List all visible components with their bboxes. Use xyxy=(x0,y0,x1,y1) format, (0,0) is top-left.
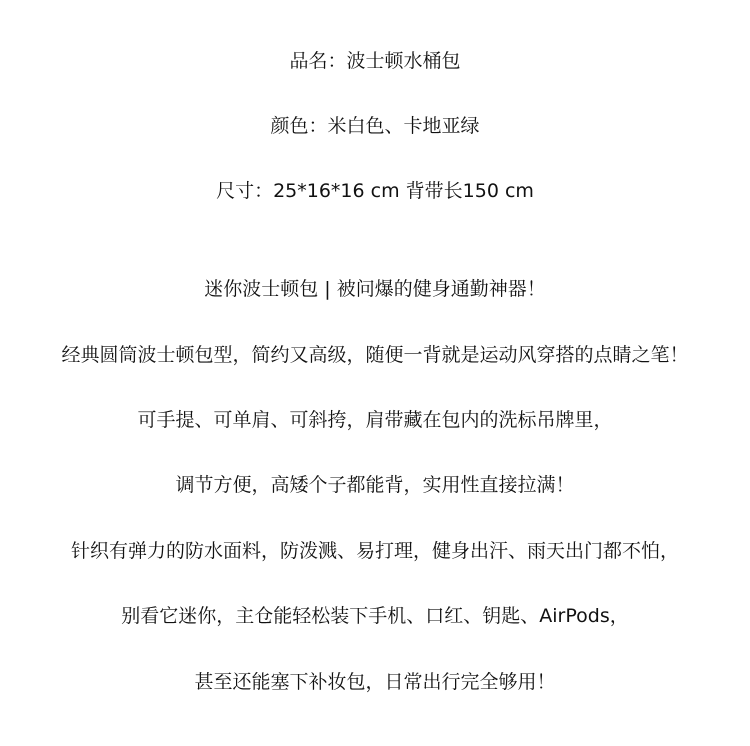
description-line: 甚至还能塞下补妆包，日常出行完全够用！ xyxy=(194,671,556,693)
product-name: 品名：波士顿水桶包 xyxy=(289,50,461,72)
description-line: 针织有弹力的防水面料，防泼溅、易打理，健身出汗、雨天出门都不怕， xyxy=(70,540,679,562)
product-color: 颜色：米白色、卡地亚绿 xyxy=(270,115,480,137)
description-line: 可手提、可单肩、可斜挎，肩带藏在包内的洗标吊牌里， xyxy=(137,409,613,431)
product-size: 尺寸：25*16*16 cm 背带长150 cm xyxy=(216,180,534,202)
description-line: 调节方便，高矮个子都能背，实用性直接拉满！ xyxy=(175,474,575,496)
description-line: 经典圆筒波士顿包型，简约又高级，随便一背就是运动风穿搭的点睛之笔！ xyxy=(61,344,689,366)
description-line: 别看它迷你，主仓能轻松装下手机、口红、钥匙、AirPods， xyxy=(121,605,629,627)
description-headline: 迷你波士顿包 | 被问爆的健身通勤神器！ xyxy=(204,278,546,300)
